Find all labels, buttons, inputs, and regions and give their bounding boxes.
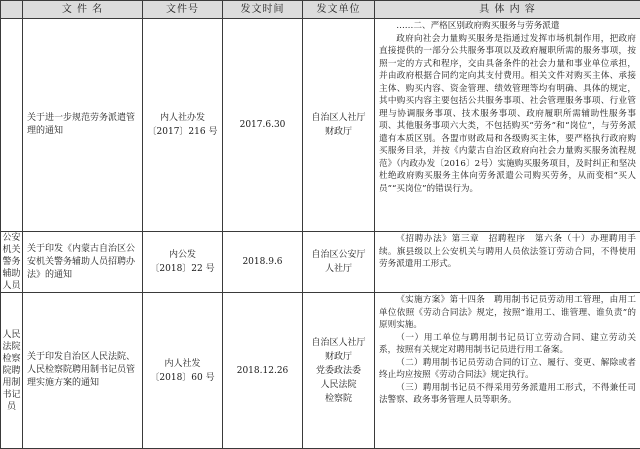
row-content <box>375 19 640 232</box>
issuing-unit-line: 自治区公安厅 <box>305 248 372 262</box>
header-file-number: 文件号 <box>143 1 223 19</box>
row-category: 公安机关警务辅助人员 <box>1 232 23 293</box>
header-category <box>1 1 23 19</box>
table-row <box>1 293 640 449</box>
row-issue-date: 2018.9.6 <box>223 232 303 293</box>
content-paragraph: （二）聘用制书记员劳动合同的订立、履行、变更、解除或者终止均应按照《劳动合同法》规定执行。 <box>379 357 636 382</box>
issuing-unit-line: 检察院 <box>305 392 372 406</box>
row-content <box>375 293 640 449</box>
row-file-name: 关于印发《内蒙古自治区公安机关警务辅助人员招聘办法》的通知 <box>23 232 143 293</box>
content-paragraph: （三）聘用制书记员不得采用劳务派遣用工形式，不得兼任司法警察、政务事务管理人员等职务。 <box>379 382 636 407</box>
row-file-number <box>143 293 223 449</box>
table-header-row <box>1 1 640 19</box>
file-number-line: 〔2018〕60 号 <box>145 371 220 385</box>
row-issue-date: 2017.6.30 <box>223 19 303 232</box>
issuing-unit-line: 财政厅 <box>305 125 372 139</box>
file-number-line: 〔2017〕216 号 <box>145 125 220 139</box>
content-paragraph: 《招聘办法》第三章 招聘程序 第六条（十）办理聘用手续。旗县级以上公安机关与聘用人员依法签订劳动合同，不得使用劳务派遣用工形式。 <box>379 233 636 271</box>
row-category: 人民法院检察院聘用制书记员 <box>1 293 23 449</box>
row-issuing-unit <box>303 232 375 293</box>
header-issuing-unit: 发文单位 <box>303 1 375 19</box>
content-paragraph: ……二、严格区别政府购买服务与劳务派遣 <box>379 20 636 33</box>
table-row <box>1 19 640 232</box>
row-issue-date: 2018.12.26 <box>223 293 303 449</box>
row-file-name: 关于印发自治区人民法院、人民检察院聘用制书记员管理实施方案的通知 <box>23 293 143 449</box>
issuing-unit-line: 人民法院 <box>305 378 372 392</box>
row-category <box>1 19 23 232</box>
header-content: 具 体 内 容 <box>375 1 640 19</box>
row-file-name: 关于进一步规范劳务派遣管理的通知 <box>23 19 143 232</box>
issuing-unit-line: 自治区人社厅 <box>305 336 372 350</box>
issuing-unit-line: 财政厅 <box>305 350 372 364</box>
row-issuing-unit <box>303 19 375 232</box>
issuing-unit-line: 党委政法委 <box>305 364 372 378</box>
content-paragraph: 政府向社会力量购买服务是指通过发挥市场机制作用，把政府直接提供的一部分公共服务事项以及政府履职所需的服务事项，按照一定的方式和程序，交由具备条件的社会力量和事业单位承担，并由政府根据合同约定向其支付费用。相关文件对购买主体、承接主体、购买内容、资金管理、绩效管理等均有明确、具体的规定，其中购买内容主要包括公共服务事项、社会管理服务事项、行业管理与协调服务事项、技术服务事项、政府履职所需辅助性服务事项、其他服务事项六大类，不包括购买“劳务”和“岗位”，与劳务派遣有本质区别。各盟市财政局和各级购买主体，要严格执行政府购买服务目录，并按《内蒙古自治区政府向社会力量购买服务流程规范》（内政办发〔2016〕2号）实施购买服务项目，及时纠正和坚决杜绝政府购买服务主体向劳务派遣公司购买劳务，从而变相“买人员”“买岗位”的错误行为。 <box>379 33 636 196</box>
file-number-line: 内公发 <box>145 248 220 262</box>
table-row <box>1 232 640 293</box>
header-file-name: 文 件 名 <box>23 1 143 19</box>
row-file-number <box>143 19 223 232</box>
header-issue-date: 发文时间 <box>223 1 303 19</box>
row-content <box>375 232 640 293</box>
file-number-line: 〔2018〕22 号 <box>145 262 220 276</box>
file-number-line: 内人社发 <box>145 357 220 371</box>
issuing-unit-line: 自治区人社厅 <box>305 111 372 125</box>
content-paragraph: 《实施方案》第十四条 聘用制书记员劳动用工管理，由用工单位依照《劳动合同法》规定，按照“谁用工、谁管理、谁负责”的原则实施。 <box>379 294 636 332</box>
row-file-number <box>143 232 223 293</box>
row-issuing-unit <box>303 293 375 449</box>
issuing-unit-line: 人社厅 <box>305 262 372 276</box>
content-paragraph: （一）用工单位与聘用制书记员订立劳动合同、建立劳动关系，按照有关规定对聘用制书记员进行用工备案。 <box>379 332 636 357</box>
file-number-line: 内人社办发 <box>145 111 220 125</box>
